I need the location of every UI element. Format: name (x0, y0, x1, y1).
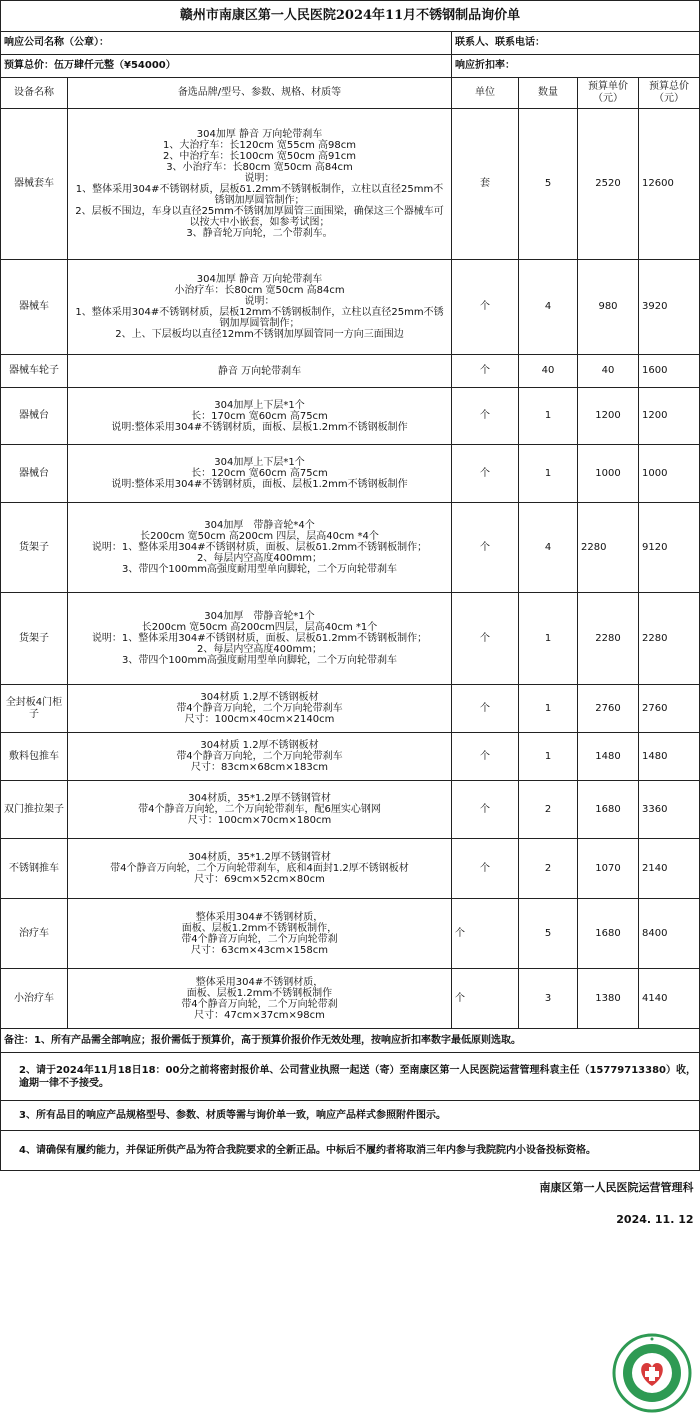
item-name: 敷料包推车 (1, 733, 68, 781)
issuing-department: 南康区第一人民医院运营管理科 (539, 1181, 694, 1194)
note-1: 备注：1、所有产品需全部响应；报价需低于预算价，高于预算价报价作无效处理，按响应折扣率数字最低原则选取。 (1, 1029, 700, 1053)
item-total: 4140 (639, 969, 700, 1029)
item-spec: 整体采用304#不锈钢材质， 面板、层板1.2mm不锈钢板制作 带4个静音万向轮，二个万向轮带刹 尺寸：47cm×37cm×98cm (68, 969, 452, 1029)
item-qty: 1 (519, 685, 578, 733)
item-name: 小治疗车 (1, 969, 68, 1029)
item-qty: 4 (519, 503, 578, 593)
item-unit: 套 (452, 109, 519, 260)
item-spec: 304加厚上下层*1个 长：120cm 宽60cm 高75cm 说明:整体采用304#不锈钢材质，面板、层板1.2mm不锈钢板制作 (68, 445, 452, 503)
item-price: 1680 (578, 899, 639, 969)
item-unit: 个 (452, 355, 519, 388)
table-row (1, 733, 700, 781)
company-name-label: 响应公司名称（公章）： (1, 32, 452, 55)
item-price: 1070 (578, 839, 639, 899)
item-total: 1200 (639, 388, 700, 445)
note-row (1, 1029, 700, 1053)
note-row (1, 1101, 700, 1131)
item-total: 12600 (639, 109, 700, 260)
item-name: 器械台 (1, 445, 68, 503)
item-qty: 5 (519, 109, 578, 260)
item-total: 8400 (639, 899, 700, 969)
item-unit: 个 (452, 781, 519, 839)
item-name: 货架子 (1, 503, 68, 593)
item-unit: 个 (452, 733, 519, 781)
budget-total-label: 预算总价：伍万肆仟元整（¥54000） (1, 55, 452, 78)
note-row (1, 1053, 700, 1101)
item-total: 1600 (639, 355, 700, 388)
item-name: 治疗车 (1, 899, 68, 969)
item-unit: 个 (452, 685, 519, 733)
contact-label: 联系人、联系电话： (452, 32, 700, 55)
item-name: 货架子 (1, 593, 68, 685)
table-row (1, 445, 700, 503)
header-total: 预算总价（元） (639, 78, 700, 109)
item-qty: 1 (519, 388, 578, 445)
table-header-row (1, 78, 700, 109)
item-qty: 5 (519, 899, 578, 969)
table-row (1, 355, 700, 388)
table-row (1, 388, 700, 445)
document-title: 赣州市南康区第一人民医院2024年11月不锈钢制品询价单 (1, 1, 700, 32)
item-unit: 个 (452, 899, 519, 969)
item-price: 1200 (578, 388, 639, 445)
table-row (1, 969, 700, 1029)
item-name: 全封板4门柜子 (1, 685, 68, 733)
item-spec: 304材质 1.2厚不锈钢板材 带4个静音万向轮，二个万向轮带刹车 尺寸：100cm×40cm×2140cm (68, 685, 452, 733)
item-name: 器械车轮子 (1, 355, 68, 388)
table-row (1, 685, 700, 733)
item-total: 2140 (639, 839, 700, 899)
item-price: 1680 (578, 781, 639, 839)
item-unit: 个 (452, 839, 519, 899)
item-name: 双门推拉架子 (1, 781, 68, 839)
item-spec: 304加厚上下层*1个 长：170cm 宽60cm 高75cm 说明:整体采用304#不锈钢材质，面板、层板1.2mm不锈钢板制作 (68, 388, 452, 445)
item-total: 9120 (639, 503, 700, 593)
item-qty: 1 (519, 733, 578, 781)
hospital-seal-icon (612, 1333, 692, 1413)
header-qty: 数量 (519, 78, 578, 109)
table-row (1, 260, 700, 355)
header-price: 预算单价（元） (578, 78, 639, 109)
item-qty: 2 (519, 781, 578, 839)
table-row (1, 109, 700, 260)
note-3: 3、所有品目的响应产品规格型号、参数、材质等需与询价单一致，响应产品样式参照附件图示。 (1, 1101, 700, 1131)
note-4: 4、请确保有履约能力，并保证所供产品为符合我院要求的全新正品。中标后不履约者将取消三年内参与我院院内小设备投标资格。 (1, 1131, 700, 1171)
item-price: 2280 (578, 503, 639, 593)
item-spec: 304材质，35*1.2厚不锈钢管材 带4个静音万向轮，二个万向轮带刹车，底和4面封1.2厚不锈钢板材 尺寸：69cm×52cm×80cm (68, 839, 452, 899)
item-price: 2520 (578, 109, 639, 260)
table-row (1, 781, 700, 839)
item-name: 器械车 (1, 260, 68, 355)
item-price: 2280 (578, 593, 639, 685)
table-row (1, 503, 700, 593)
item-spec: 整体采用304#不锈钢材质， 面板、层板1.2mm不锈钢板制作， 带4个静音万向轮，二个万向轮带刹 尺寸：63cm×43cm×158cm (68, 899, 452, 969)
item-qty: 4 (519, 260, 578, 355)
item-price: 980 (578, 260, 639, 355)
header-name: 设备名称 (1, 78, 68, 109)
item-price: 1380 (578, 969, 639, 1029)
item-unit: 个 (452, 445, 519, 503)
item-unit: 个 (452, 593, 519, 685)
item-total: 2280 (639, 593, 700, 685)
item-spec: 304加厚 静音 万向轮带刹车 小治疗车：长80cm 宽50cm 高84cm 说明： 1、整体采用304#不锈钢材质，层板12mm不锈钢板制作，立柱以直径25mm不锈钢加厚圆管制作； 2、上、下层板均以直径12mm不锈钢加厚圆管同一方向三面围边 (68, 260, 452, 355)
item-qty: 2 (519, 839, 578, 899)
item-unit: 个 (452, 969, 519, 1029)
table-row (1, 839, 700, 899)
item-qty: 40 (519, 355, 578, 388)
item-spec: 304加厚 静音 万向轮带刹车 1、大治疗车：长120cm 宽55cm 高98cm 2、中治疗车：长100cm 宽50cm 高91cm 3、小治疗车：长80cm 宽50cm 高84cm 说明： 1、整体采用304#不锈钢材质，层板δ1.2mm不锈钢板制作，立柱以直径25mm不锈钢加厚圆管制作； 2、层板不围边，车身以直径25mm不锈钢加厚圆管三面围梁，确保这三个器械车可以按大中小嵌套，如参考试图； 3、静音轮万向轮，二个带刹车。 (68, 109, 452, 260)
item-spec: 304加厚 带静音轮*1个 长200cm 宽50cm 高200cm四层，层高40cm *1个 说明：1、整体采用304#不锈钢材质，面板、层板δ1.2mm不锈钢板制作； 2、每层内空高度400mm； 3、带四个100mm高强度耐用型单向脚轮，二个万向轮带刹车 (68, 593, 452, 685)
item-qty: 3 (519, 969, 578, 1029)
item-total: 2760 (639, 685, 700, 733)
note-2: 2、请于2024年11月18日18：00分之前将密封报价单、公司营业执照一起送（寄）至南康区第一人民医院运营管理科袁主任（15779713380）收，逾期一律不予接受。 (1, 1053, 700, 1101)
item-total: 1480 (639, 733, 700, 781)
item-qty: 1 (519, 445, 578, 503)
table-row (1, 899, 700, 969)
item-price: 1000 (578, 445, 639, 503)
discount-rate-label: 响应折扣率： (452, 55, 700, 78)
item-unit: 个 (452, 503, 519, 593)
item-price: 2760 (578, 685, 639, 733)
item-total: 3360 (639, 781, 700, 839)
note-row (1, 1131, 700, 1171)
item-spec: 304材质 1.2厚不锈钢板材 带4个静音万向轮，二个万向轮带刹车 尺寸：83cm×68cm×183cm (68, 733, 452, 781)
header-unit: 单位 (452, 78, 519, 109)
item-unit: 个 (452, 260, 519, 355)
item-total: 1000 (639, 445, 700, 503)
item-name: 器械套车 (1, 109, 68, 260)
item-spec: 静音 万向轮带刹车 (68, 355, 452, 388)
item-spec: 304加厚 带静音轮*4个 长200cm 宽50cm 高200cm 四层，层高40cm *4个 说明：1、整体采用304#不锈钢材质，面板、层板δ1.2mm不锈钢板制作； 2、每层内空高度400mm； 3、带四个100mm高强度耐用型单向脚轮，二个万向轮带刹车 (68, 503, 452, 593)
header-spec: 备选品牌/型号、参数、规格、材质等 (68, 78, 452, 109)
item-price: 1480 (578, 733, 639, 781)
item-price: 40 (578, 355, 639, 388)
item-total: 3920 (639, 260, 700, 355)
issue-date: 2024. 11. 12 (616, 1213, 694, 1226)
item-unit: 个 (452, 388, 519, 445)
item-name: 不锈钢推车 (1, 839, 68, 899)
item-qty: 1 (519, 593, 578, 685)
table-row (1, 593, 700, 685)
item-name: 器械台 (1, 388, 68, 445)
item-spec: 304材质，35*1.2厚不锈钢管材 带4个静音万向轮，二个万向轮带刹车，配6厘实心钢网 尺寸：100cm×70cm×180cm (68, 781, 452, 839)
